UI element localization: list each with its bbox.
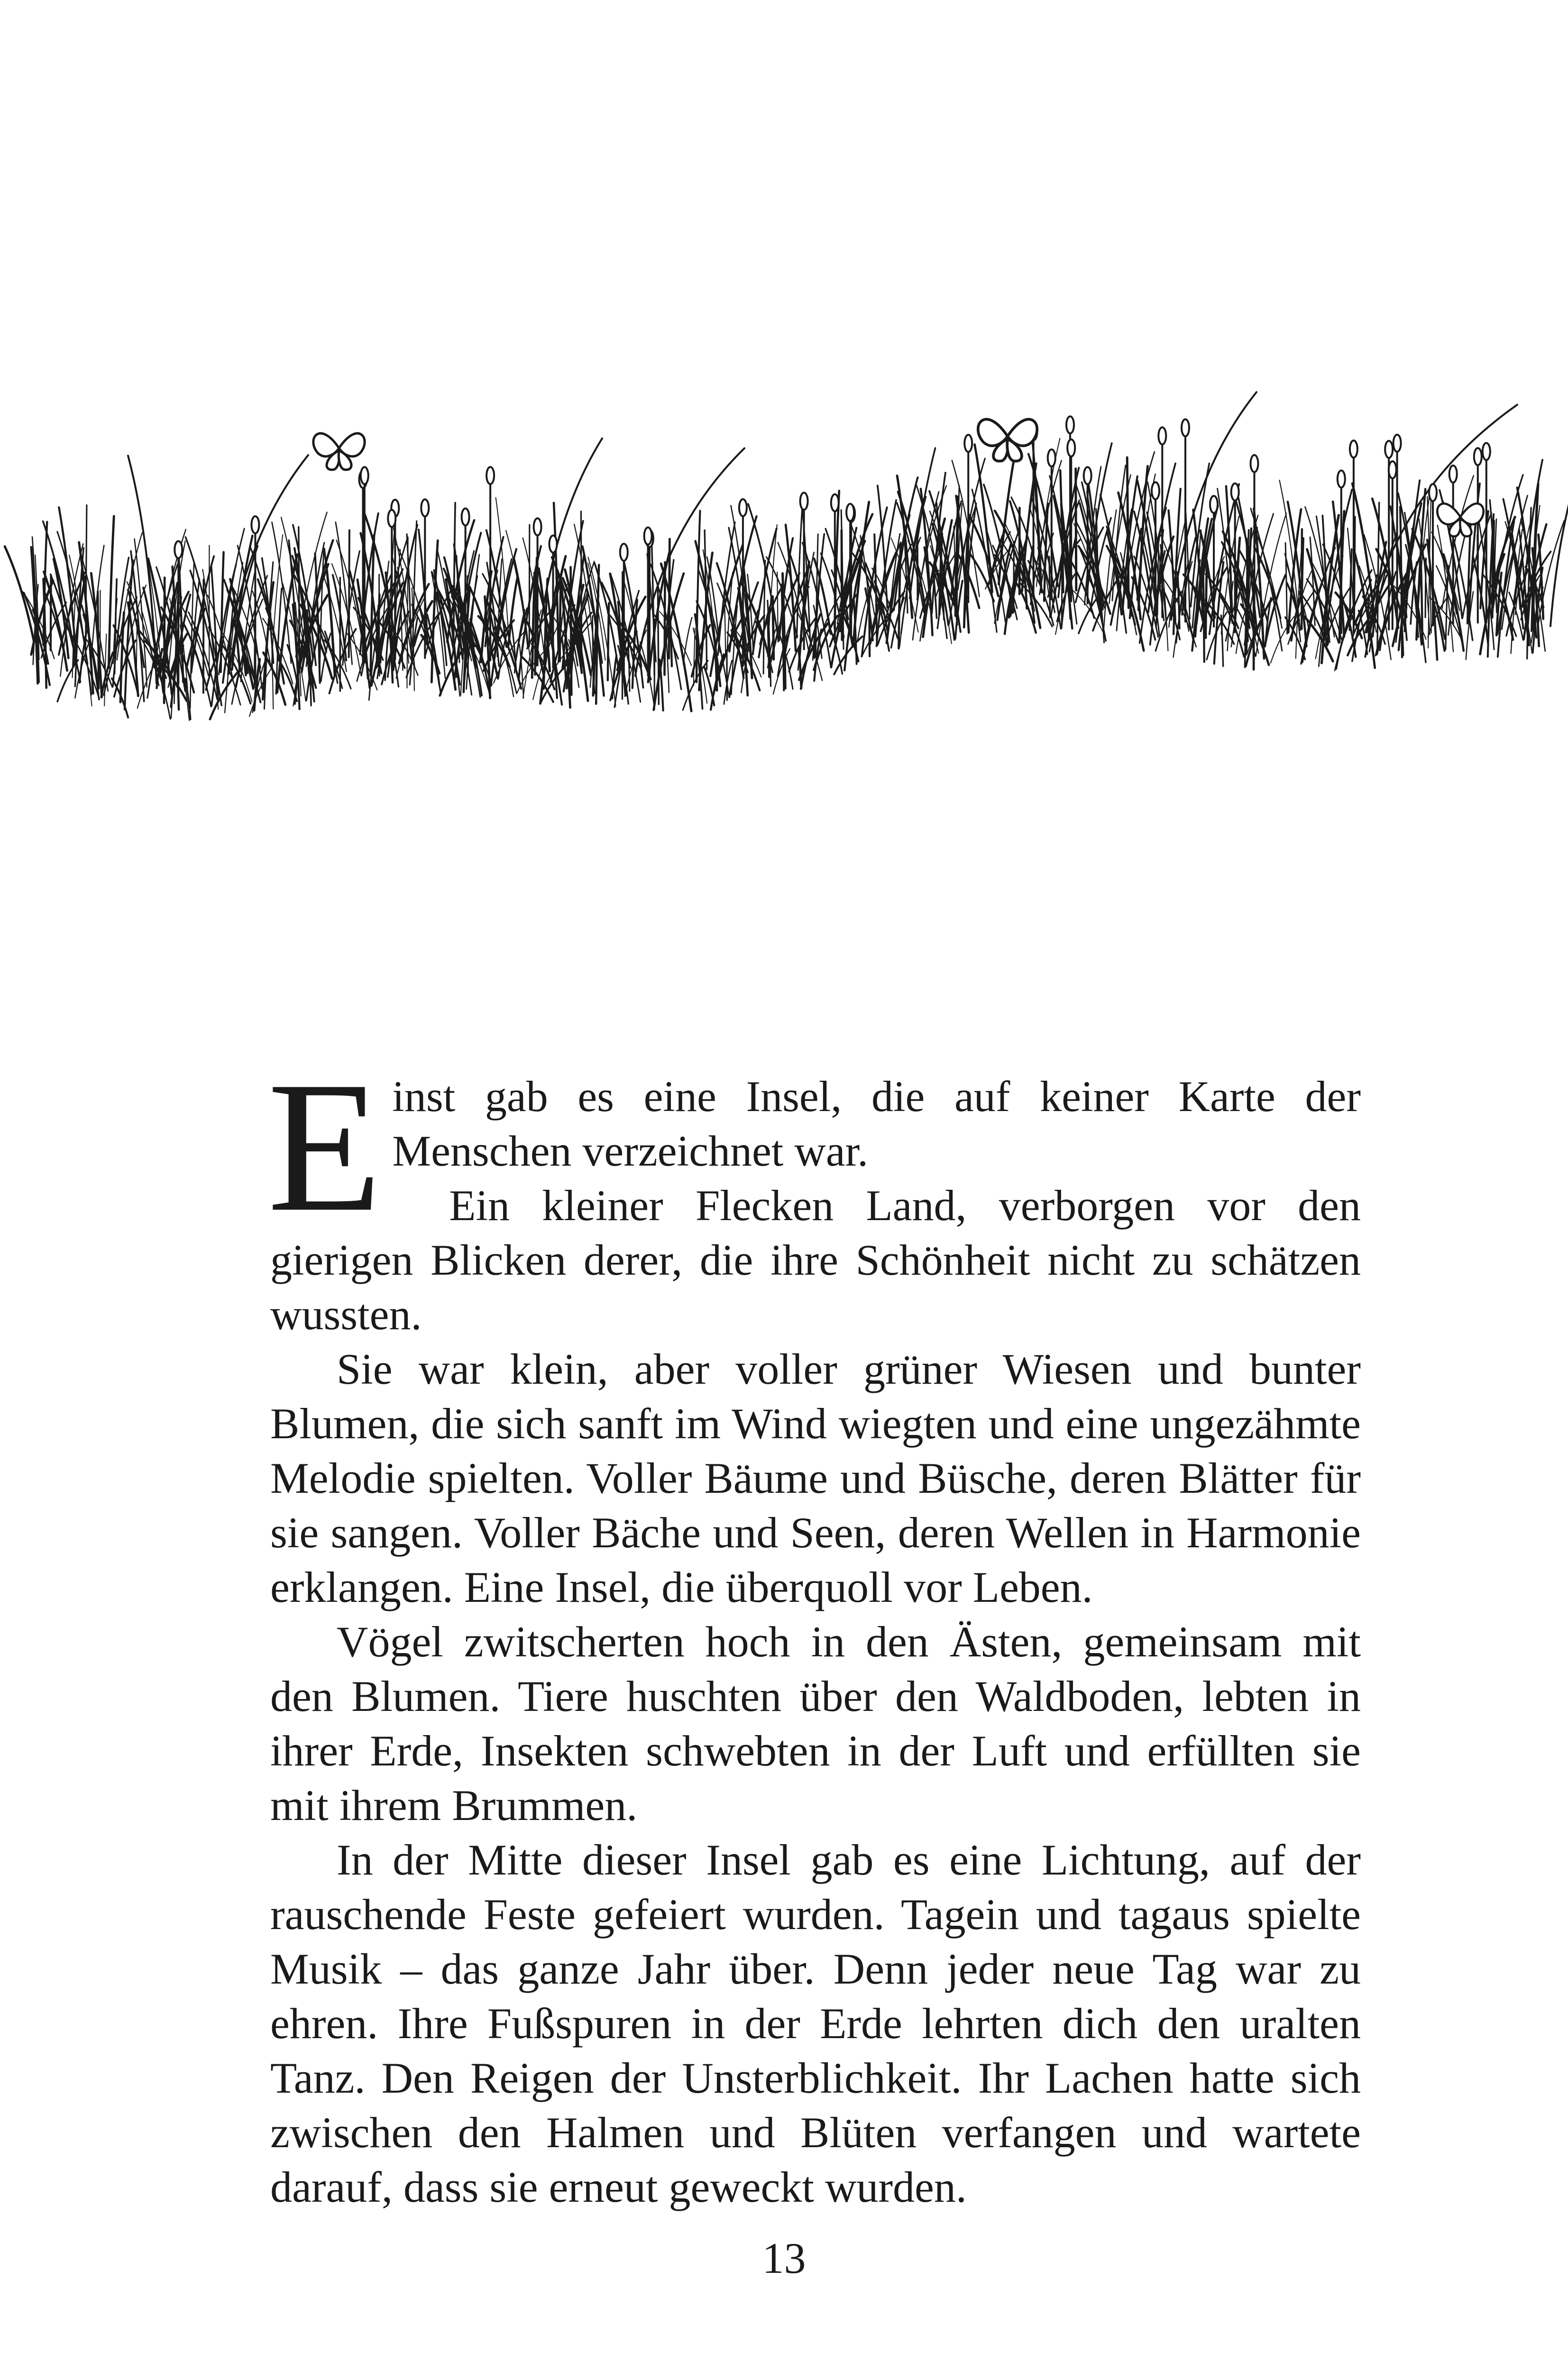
flower-bud [534, 518, 541, 535]
flower-bud [1066, 416, 1074, 433]
flower-bud [1231, 483, 1239, 500]
flower-bud [1389, 461, 1396, 478]
paragraph-4: Vögel zwitscherten hoch in den Ästen, gemeinsam mit den Blumen. Tiere huschten über den Waldboden, lebten in ihrer Erde, Insekten schwebten in der Luft und erfüllten sie mit ihrem Brummen. [270, 1617, 1361, 1829]
flower-bud [846, 504, 854, 521]
grass-blade [975, 444, 992, 592]
flower-bud [1429, 484, 1437, 501]
body-text [267, 1043, 1361, 2215]
flower-bud [421, 499, 429, 516]
flower-bud [388, 510, 395, 527]
flower-bud [550, 535, 557, 552]
flower-bud [1152, 482, 1159, 499]
flower-bud [1394, 435, 1401, 452]
butterfly-icon [313, 433, 365, 470]
flower-bud [174, 541, 182, 558]
flower-bud [1350, 441, 1357, 458]
flower-bud [620, 544, 628, 561]
flower-bud [644, 527, 652, 544]
paragraph-1 [267, 1043, 1361, 1250]
grass-blade [109, 516, 114, 668]
flower-bud [1449, 466, 1457, 483]
grass-blade [869, 590, 870, 656]
paragraph-2-text: Ein kleiner Flecken Land, verborgen vor den gierigen Blicken derer, die ihre Schönheit nicht zu schätzen wussten. [270, 1181, 1361, 1339]
grass-blade [5, 546, 34, 641]
flower-bud [1084, 467, 1091, 484]
flower-bud [462, 508, 469, 525]
grass-blade [949, 506, 976, 625]
grass-blade [379, 574, 380, 676]
grass-blades [5, 392, 1568, 721]
grass-blade [59, 507, 75, 652]
grass-blade [1206, 561, 1207, 638]
grass-blade [654, 619, 655, 709]
grass-blade [704, 667, 714, 705]
drop-cap: E [267, 1043, 382, 1250]
flower-bud [1158, 427, 1166, 444]
first-line-text: inst gab es eine Insel, die auf keiner Karte der Menschen verzeichnet war. [392, 1072, 1361, 1175]
flower-bud [361, 467, 368, 484]
flower-bud [800, 493, 808, 510]
paragraph-3: Sie war klein, aber voller grüner Wiesen und bunter Blumen, die sich sanft im Wind wiegten und eine ungezähmte Melodie spielten. Voller Bäume und Büsche, deren Blätter für sie sangen. Voller Bäche und Seen, deren Wellen in Harmonie erklangen. Eine Insel, die überquoll vor Leben. [270, 1345, 1361, 1611]
flower-bud [1474, 448, 1482, 465]
grass-illustration [0, 360, 1568, 778]
flower-bud [1338, 470, 1345, 487]
flower-bud [964, 435, 972, 452]
flower-bud [1048, 450, 1055, 467]
grass-blade [768, 621, 770, 677]
flower-bud [1210, 496, 1218, 513]
flower-bud [486, 467, 494, 484]
grass-blade [560, 586, 561, 662]
flower-bud [831, 494, 839, 511]
grass-blade [724, 661, 732, 704]
butterfly-icon [1437, 504, 1483, 536]
flower-bud [251, 516, 259, 533]
tall-grass-blade [1550, 398, 1568, 626]
grass-blade [608, 603, 609, 680]
flower-bud [1067, 440, 1075, 457]
grass-blade [763, 561, 765, 674]
flower-bud [1483, 443, 1490, 460]
flower-bud [1385, 441, 1393, 458]
grass-blade [164, 578, 165, 703]
paragraph-2 [270, 1178, 1361, 1342]
flower-bud [1251, 455, 1258, 472]
flower-bud [739, 499, 747, 516]
paragraph-5: In der Mitte dieser Insel gab es eine Lichtung, auf der rauschende Feste gefeiert wurden. Tagein und tagaus spielte Musik – das ganze Jahr über. Denn jeder neue Tag war zu ehren. Ihre Fußspuren in der Erde lehrten dich den uralten Tanz. Den Reigen der Unsterblichkeit. Ihr Lachen hatte sich zwischen den Halmen und Blüten verfangen und wartete darauf, dass sie erneut geweckt wurden. [270, 1836, 1361, 2211]
page-number: 13 [762, 2234, 806, 2282]
flower-bud [1182, 419, 1189, 436]
